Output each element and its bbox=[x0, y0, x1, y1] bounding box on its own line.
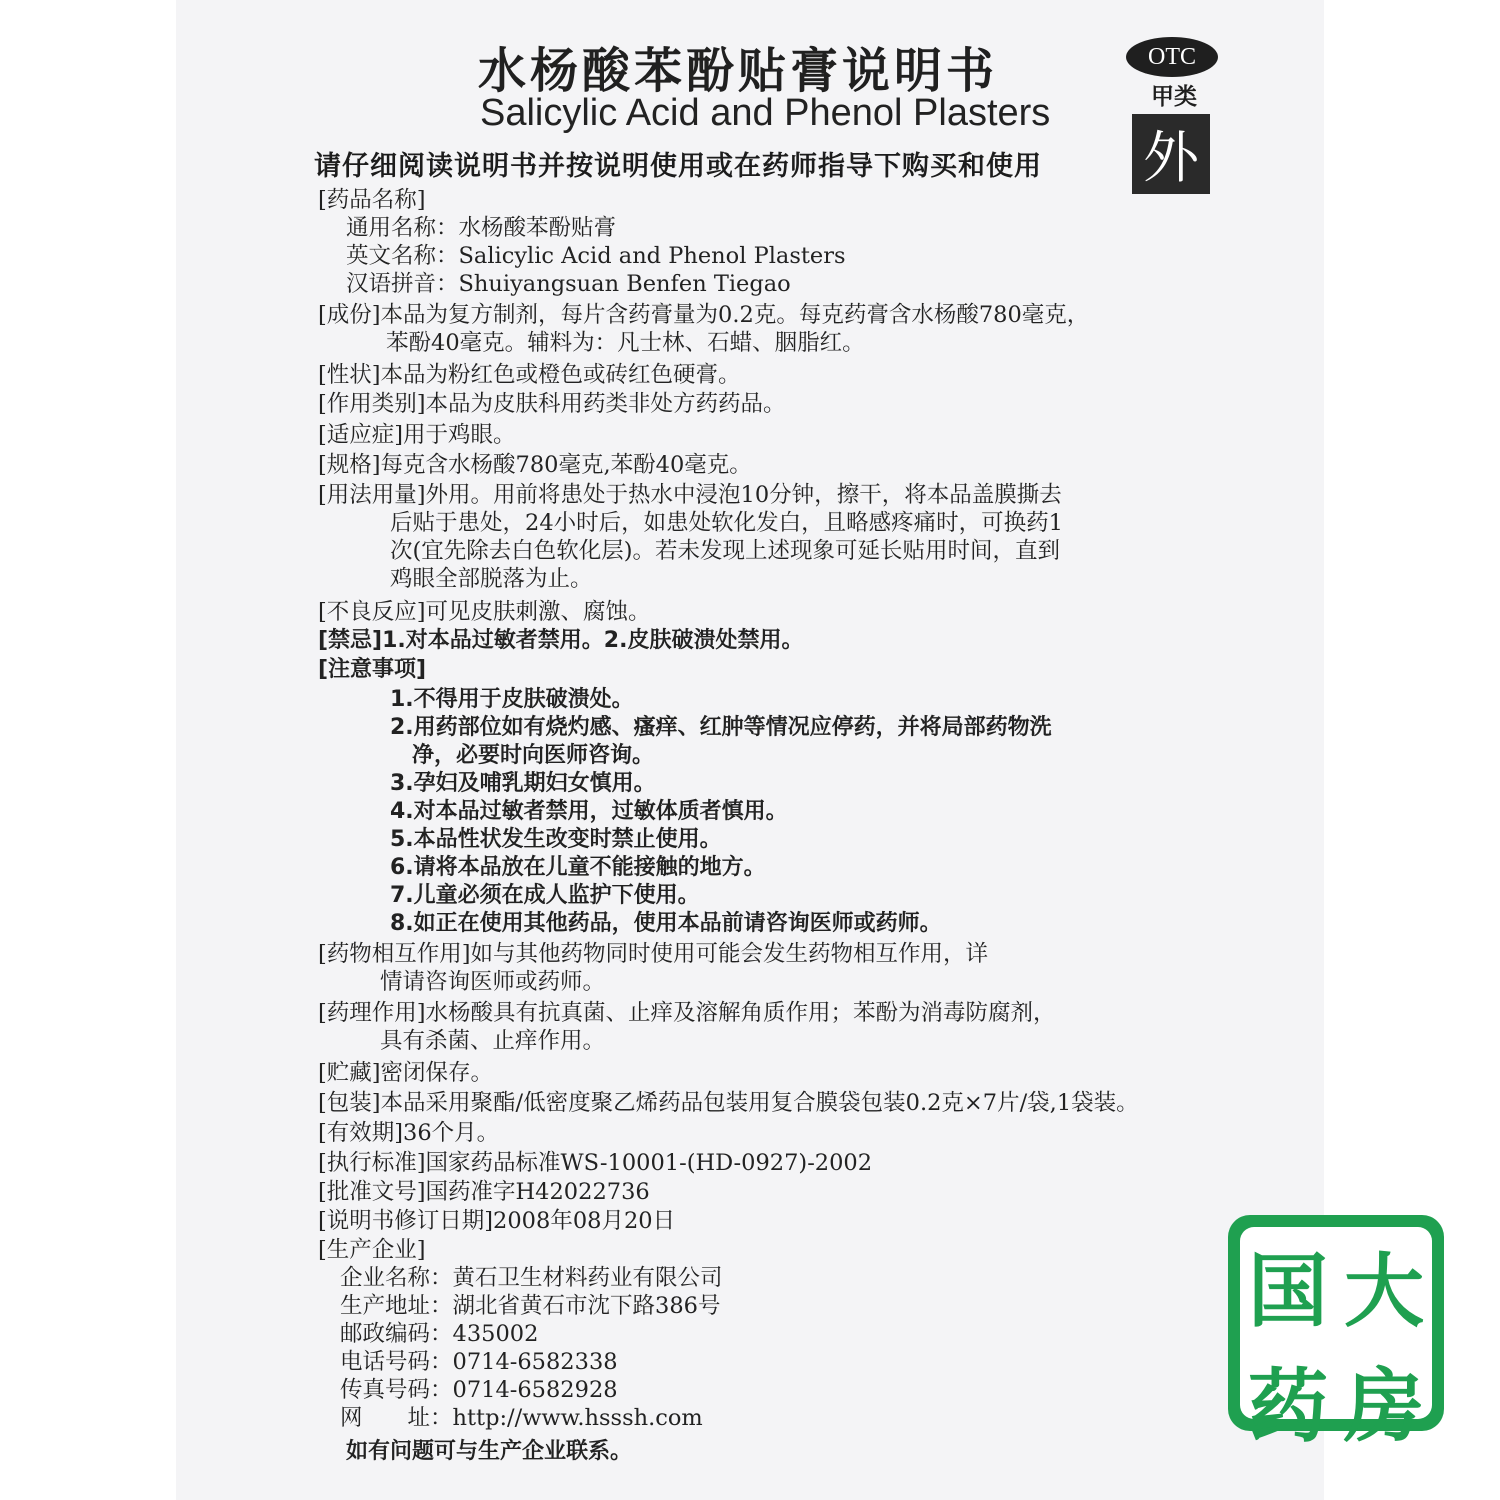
external-use-mark: 外 bbox=[1132, 114, 1210, 194]
logo-char: 房 bbox=[1344, 1360, 1424, 1453]
postcode-line: 邮政编码：435002 bbox=[340, 1321, 539, 1347]
composition-line-cont: 苯酚40毫克。辅料为：凡士林、石蜡、胭脂红。 bbox=[386, 330, 865, 356]
company-name-line: 企业名称：黄石卫生材料药业有限公司 bbox=[340, 1265, 723, 1291]
specification-line: [规格]每克含水杨酸780毫克,苯酚40毫克。 bbox=[318, 452, 752, 478]
otc-badge: OTC bbox=[1126, 37, 1218, 77]
interaction-line: [药物相互作用]如与其他药物同时使用可能会发生药物相互作用，详 bbox=[318, 941, 989, 967]
appearance-line: [性状]本品为粉红色或橙色或砖红色硬膏。 bbox=[318, 362, 741, 388]
precaution-item: 3.孕妇及哺乳期妇女慎用。 bbox=[390, 771, 656, 796]
section-heading-manufacturer: [生产企业] bbox=[318, 1237, 426, 1263]
generic-name-line: 通用名称：水杨酸苯酚贴膏 bbox=[346, 215, 617, 241]
section-heading-drug-name: [药品名称] bbox=[318, 187, 426, 213]
packaging-line: [包装]本品采用聚酯/低密度聚乙烯药品包装用复合膜袋包装0.2克×7片/袋,1袋装。 bbox=[318, 1090, 1139, 1116]
revision-date-line: [说明书修订日期]2008年08月20日 bbox=[318, 1208, 676, 1234]
precaution-item: 8.如正在使用其他药品，使用本品前请咨询医师或药师。 bbox=[390, 911, 942, 936]
pharmacy-logo bbox=[1228, 1215, 1444, 1453]
pharmacology-line-cont: 具有杀菌、止痒作用。 bbox=[380, 1028, 606, 1054]
precaution-item: 5.本品性状发生改变时禁止使用。 bbox=[390, 827, 722, 852]
precaution-item-cont: 净，必要时向医师咨询。 bbox=[412, 743, 655, 768]
indication-line: [适应症]用于鸡眼。 bbox=[318, 422, 516, 448]
category-line: [作用类别]本品为皮肤科用药类非处方药药品。 bbox=[318, 391, 786, 417]
precaution-item: 6.请将本品放在儿童不能接触的地方。 bbox=[390, 855, 766, 880]
usage-warning: 请仔细阅读说明书并按说明使用或在药师指导下购买和使用 bbox=[314, 151, 1042, 182]
adverse-reaction-line: [不良反应]可见皮肤刺激、腐蚀。 bbox=[318, 599, 651, 625]
section-heading-precautions: [注意事项] bbox=[318, 657, 427, 682]
logo-char: 国 bbox=[1248, 1245, 1328, 1338]
approval-number-line: [批准文号]国药准字H42022736 bbox=[318, 1179, 650, 1205]
dosage-line-cont: 次(宜先除去白色软化层)。若未发现上述现象可延长贴用时间，直到 bbox=[390, 538, 1061, 564]
logo-char: 药 bbox=[1248, 1360, 1328, 1453]
english-name-line: 英文名称：Salicylic Acid and Phenol Plasters bbox=[346, 243, 846, 269]
pinyin-line: 汉语拼音：Shuiyangsuan Benfen Tiegao bbox=[346, 271, 791, 297]
dosage-line-cont: 鸡眼全部脱落为止。 bbox=[390, 566, 593, 592]
precaution-item: 2.用药部位如有烧灼感、瘙痒、红肿等情况应停药，并将局部药物洗 bbox=[390, 715, 1052, 740]
otc-class-label: 甲类 bbox=[1151, 84, 1197, 110]
precaution-item: 7.儿童必须在成人监护下使用。 bbox=[390, 883, 700, 908]
contraindication-line: [禁忌]1.对本品过敏者禁用。2.皮肤破溃处禁用。 bbox=[318, 628, 804, 653]
contact-note: 如有问题可与生产企业联系。 bbox=[346, 1439, 633, 1464]
dosage-line-cont: 后贴于患处，24小时后，如患处软化发白，且略感疼痛时，可换药1 bbox=[390, 510, 1063, 536]
standard-line: [执行标准]国家药品标准WS-10001-(HD-0927)-2002 bbox=[318, 1150, 873, 1176]
logo-char: 大 bbox=[1344, 1245, 1424, 1338]
precaution-item: 4.对本品过敏者禁用，过敏体质者慎用。 bbox=[390, 799, 788, 824]
precaution-item: 1.不得用于皮肤破溃处。 bbox=[390, 687, 634, 712]
leaflet-title-english: Salicylic Acid and Phenol Plasters bbox=[480, 92, 1051, 134]
dosage-line: [用法用量]外用。用前将患处于热水中浸泡10分钟，擦干，将本品盖膜撕去 bbox=[318, 482, 1062, 508]
fax-line: 传真号码：0714-6582928 bbox=[340, 1377, 618, 1403]
composition-line: [成份]本品为复方制剂，每片含药膏量为0.2克。每克药膏含水杨酸780毫克， bbox=[318, 302, 1090, 328]
validity-line: [有效期]36个月。 bbox=[318, 1120, 500, 1146]
phone-line: 电话号码：0714-6582338 bbox=[340, 1349, 618, 1375]
pharmacology-line: [药理作用]水杨酸具有抗真菌、止痒及溶解角质作用；苯酚为消毒防腐剂， bbox=[318, 1000, 1056, 1026]
website-line: 网 址：http://www.hsssh.com bbox=[340, 1405, 703, 1431]
leaflet-title-chinese: 水杨酸苯酚贴膏说明书 bbox=[478, 43, 999, 99]
address-line: 生产地址：湖北省黄石市沈下路386号 bbox=[340, 1293, 721, 1319]
storage-line: [贮藏]密闭保存。 bbox=[318, 1060, 494, 1086]
interaction-line-cont: 情请咨询医师或药师。 bbox=[380, 969, 606, 995]
